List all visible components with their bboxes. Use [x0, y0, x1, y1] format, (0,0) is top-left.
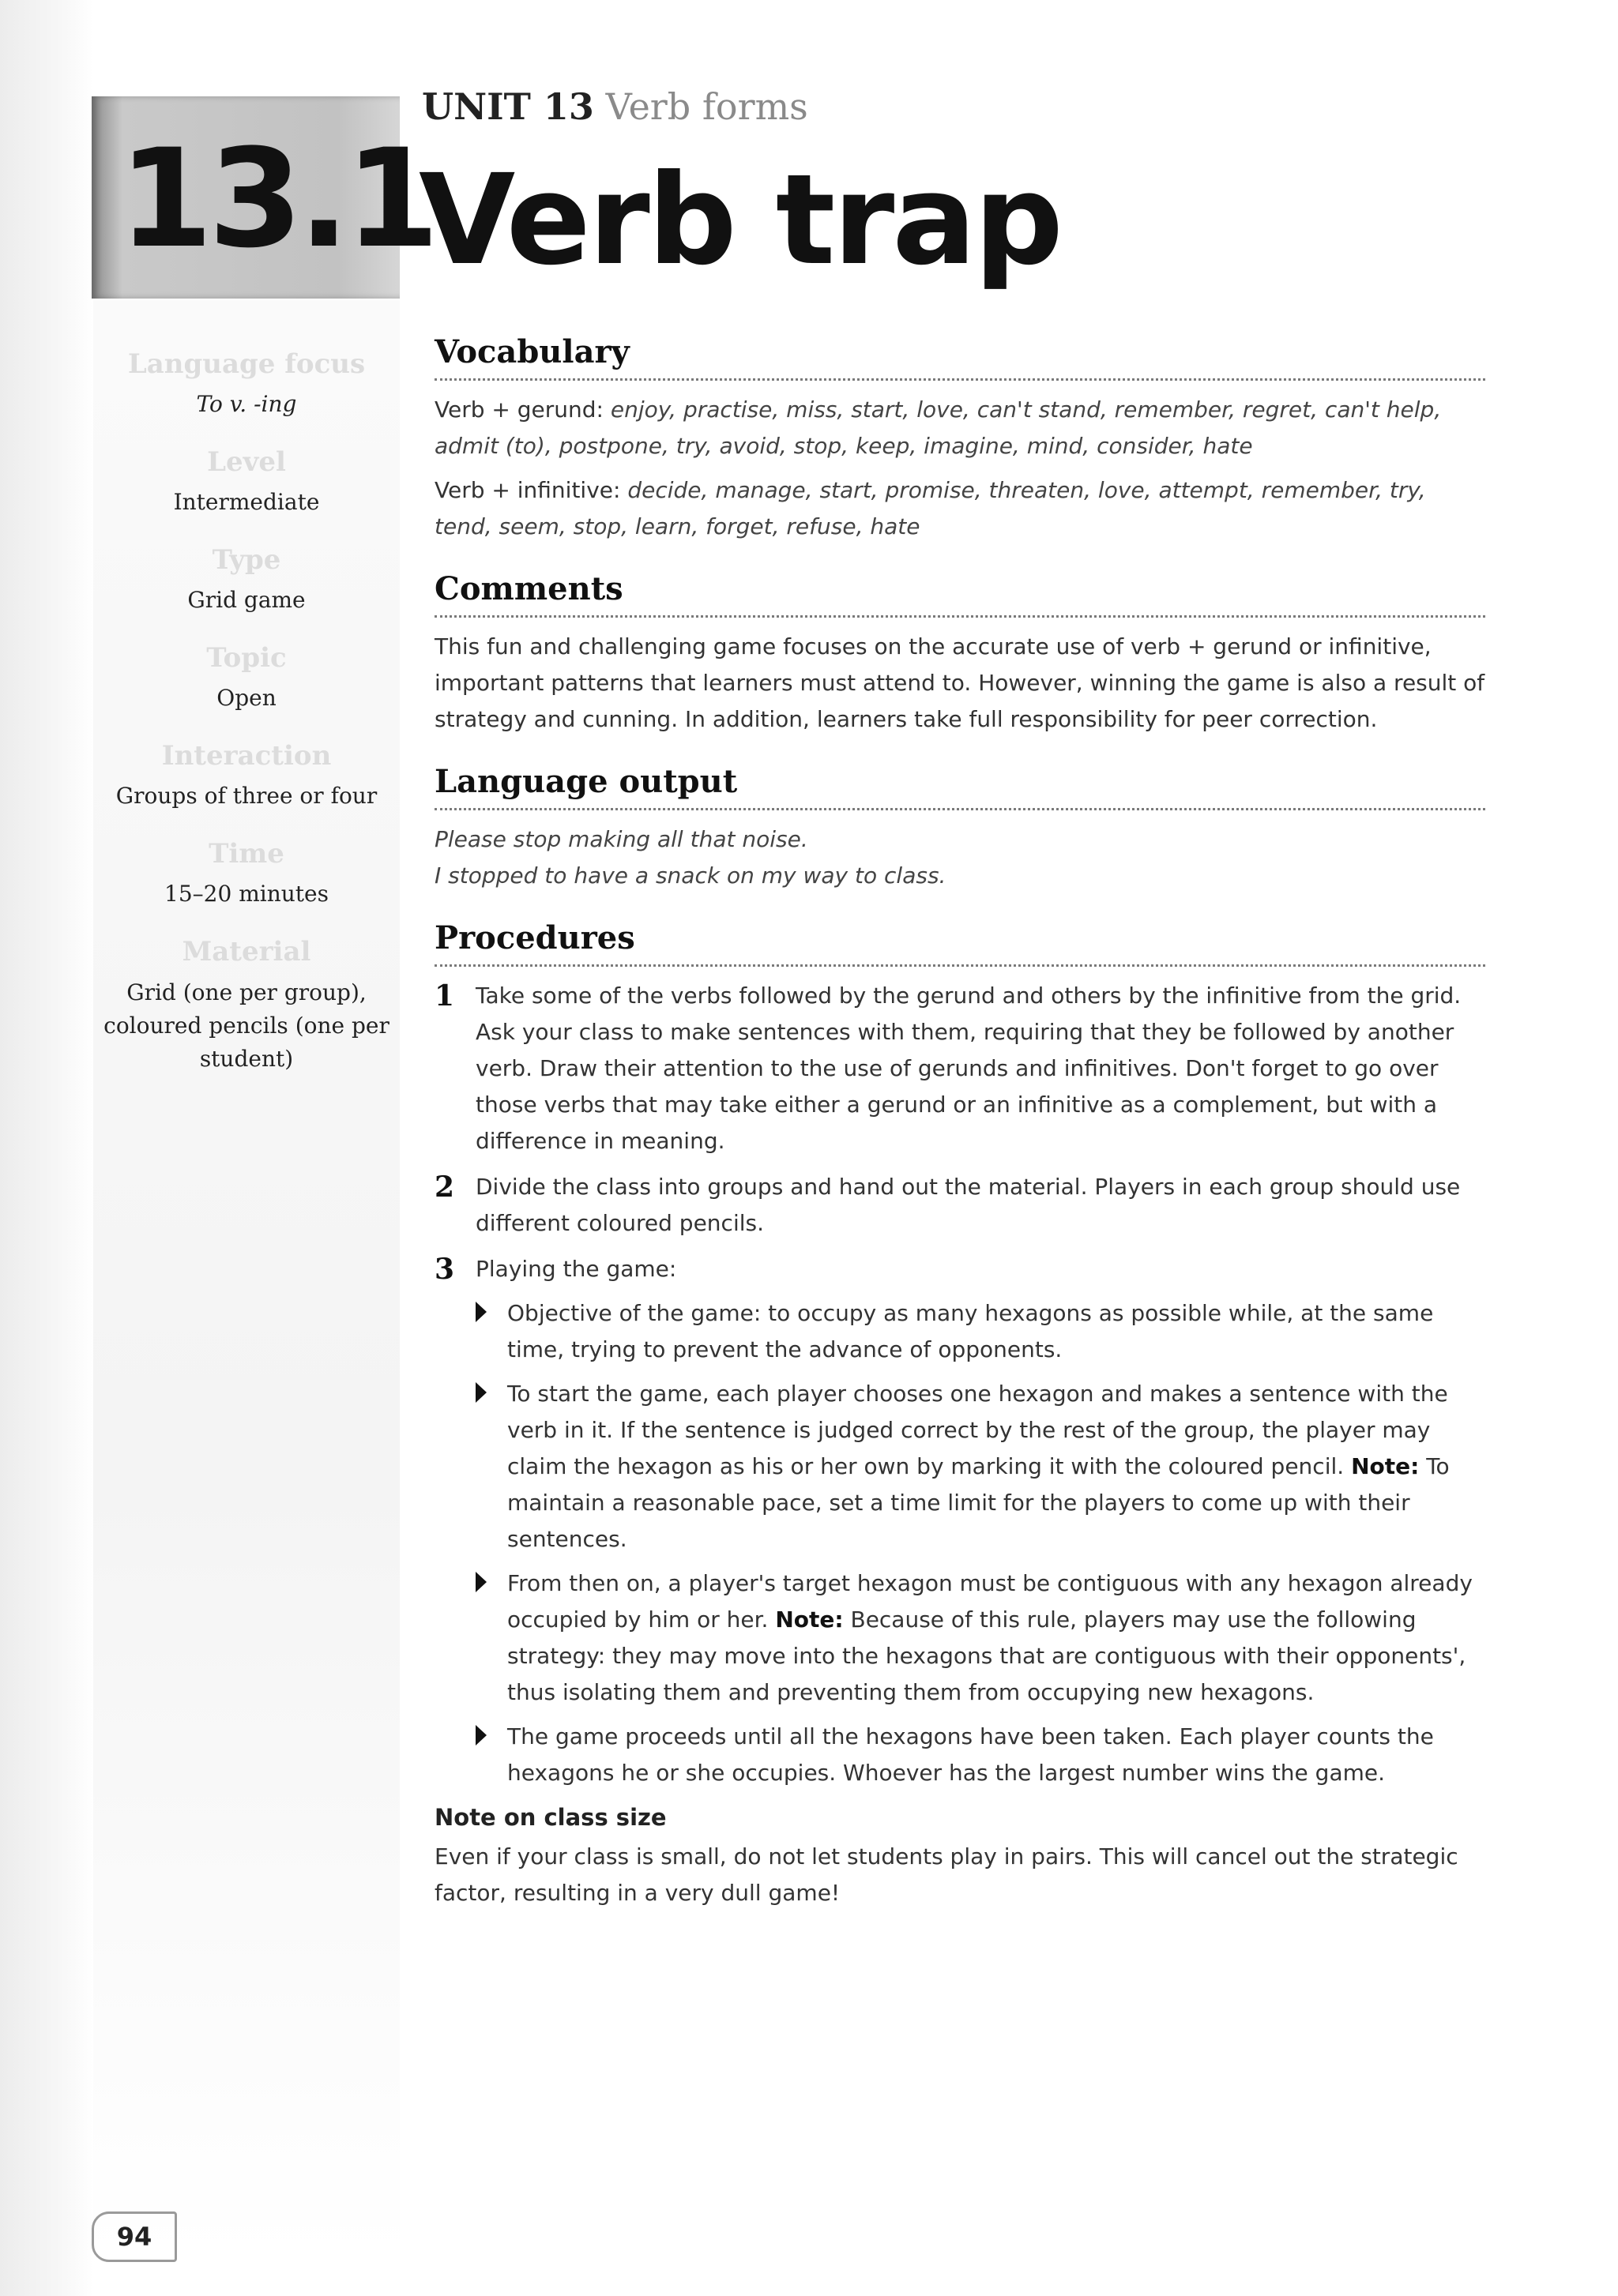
step-text: Playing the game:	[476, 1256, 677, 1282]
info-value: Grid (one per group), coloured pencils (one per student)	[103, 979, 389, 1072]
game-rules-list	[476, 1295, 1485, 1791]
info-language-focus	[93, 340, 400, 438]
rule-main-text: To start the game, each player chooses one hexagon and makes a sentence with the verb in it. If the sentence is judged correct by the rest of the group, the player may claim the hexagon as his or her own by marking it with the coloured pencil.	[507, 1381, 1448, 1479]
triangle-bullet-icon	[476, 1382, 487, 1403]
section-heading: Language output	[435, 763, 1485, 810]
activity-number-block	[92, 96, 435, 299]
procedure-steps	[435, 978, 1485, 1791]
procedure-step	[435, 1251, 1485, 1791]
rule-text: Objective of the game: to occupy as many hexagons as possible while, at the same time, trying to prevent the advance of opponents.	[507, 1300, 1434, 1362]
infinitive-list: decide, manage, start, promise, threaten, love, attempt, remember, try, tend, seem, stop, learn, forget, refuse, hate	[435, 477, 1426, 539]
info-label: Interaction	[161, 740, 332, 772]
info-label: Level	[207, 446, 286, 478]
info-label: Type	[212, 544, 281, 576]
comments-text: This fun and challenging game focuses on the accurate use of verb + gerund or infinitive, important patterns that learners must attend to. However, winning the game is also a result of strategy and cunning. In addition, learners take full responsibility for peer correction.	[435, 633, 1485, 732]
info-value: 15–20 minutes	[164, 881, 329, 907]
section-heading: Comments	[435, 570, 1485, 618]
infinitive-prefix: Verb + infinitive:	[435, 477, 628, 503]
step-text: Take some of the verbs followed by the gerund and others by the infinitive from the grid. Ask your class to make sentences with them, requiring that they be followed by another verb. Draw their attention to the use of gerunds and infinitives. Don't forget to go over those verbs that may take either a gerund or an infinitive as a complement, but with a difference in meaning.	[476, 983, 1462, 1154]
example-sentence	[435, 821, 1485, 858]
note-text: To maintain a reasonable pace, set a time limit for the players to come up with their sentences.	[507, 1453, 1450, 1552]
page-number: 94	[92, 2211, 177, 2262]
activity-info-sidebar	[93, 340, 400, 1076]
procedure-step	[435, 1169, 1485, 1242]
info-interaction	[93, 731, 400, 829]
rule-text	[507, 1376, 1485, 1558]
gerund-prefix: Verb + gerund:	[435, 396, 611, 423]
info-topic	[93, 633, 400, 731]
example-sentence	[435, 858, 1485, 894]
procedure-step	[435, 978, 1485, 1159]
game-rule	[476, 1295, 1485, 1368]
rule-text: The game proceeds until all the hexagons have been taken. Each player counts the hexagons he or she occupies. Whoever has the largest number wins the game.	[507, 1723, 1434, 1786]
note-text: Because of this rule, players may use the following strategy: they may move into the hexagons that are contiguous with their opponents', thus isolating them and preventing them from occupying new hexagons.	[507, 1606, 1466, 1705]
info-value: Groups of three or four	[115, 783, 378, 809]
info-value: To v. -ing	[196, 391, 297, 417]
info-value: Open	[216, 685, 277, 711]
comments-section	[435, 570, 1485, 738]
step-text: Divide the class into groups and hand out the material. Players in each group should use different coloured pencils.	[476, 1174, 1461, 1236]
info-material	[93, 927, 400, 1076]
unit-topic: Verb forms	[605, 85, 808, 128]
info-label: Topic	[206, 642, 287, 674]
game-rule	[476, 1719, 1485, 1791]
note-label: Note:	[1351, 1453, 1420, 1479]
rule-main-text: From then on, a player's target hexagon must be contiguous with any hexagon already occupied by him or her.	[507, 1570, 1473, 1633]
info-label: Language focus	[127, 348, 366, 380]
step-number: 1	[435, 979, 455, 1013]
info-label: Time	[209, 838, 284, 870]
class-size-note-text: Even if your class is small, do not let students play in pairs. This will cancel out the strategic factor, resulting in a very dull game!	[435, 1843, 1458, 1906]
example-sentence-text: I stopped to have a snack on my way to class.	[435, 862, 946, 889]
info-value: Intermediate	[173, 489, 320, 515]
info-level	[93, 438, 400, 535]
rule-text	[507, 1565, 1485, 1711]
unit-label: UNIT 13	[422, 85, 594, 128]
note-label: Note:	[775, 1606, 844, 1633]
gerund-list: enjoy, practise, miss, start, love, can't stand, remember, regret, can't help, admit (to), postpone, try, avoid, stop, keep, imagine, mind, consider, hate	[435, 396, 1442, 459]
infinitive-verbs	[435, 472, 1485, 545]
info-label: Material	[182, 936, 311, 968]
page-margin-shade	[0, 0, 93, 2296]
info-value: Grid game	[187, 587, 306, 613]
vocabulary-section	[435, 333, 1485, 545]
example-sentence-text: Please stop making all that noise.	[435, 826, 808, 852]
info-type	[93, 535, 400, 633]
gerund-verbs	[435, 392, 1485, 464]
unit-heading	[422, 85, 808, 128]
activity-number: 13.1	[119, 119, 435, 278]
triangle-bullet-icon	[476, 1725, 487, 1745]
activity-title: Verb trap	[419, 148, 1061, 293]
step-number: 2	[435, 1171, 455, 1204]
section-heading: Procedures	[435, 919, 1485, 967]
triangle-bullet-icon	[476, 1302, 487, 1322]
section-heading: Vocabulary	[435, 333, 1485, 381]
language-output-section	[435, 763, 1485, 894]
triangle-bullet-icon	[476, 1572, 487, 1592]
info-time	[93, 829, 400, 927]
step-number: 3	[435, 1253, 455, 1286]
procedures-section	[435, 919, 1485, 1911]
class-size-note-heading: Note on class size	[435, 1804, 667, 1831]
activity-content	[435, 333, 1485, 1937]
game-rule	[476, 1376, 1485, 1558]
game-rule	[476, 1565, 1485, 1711]
